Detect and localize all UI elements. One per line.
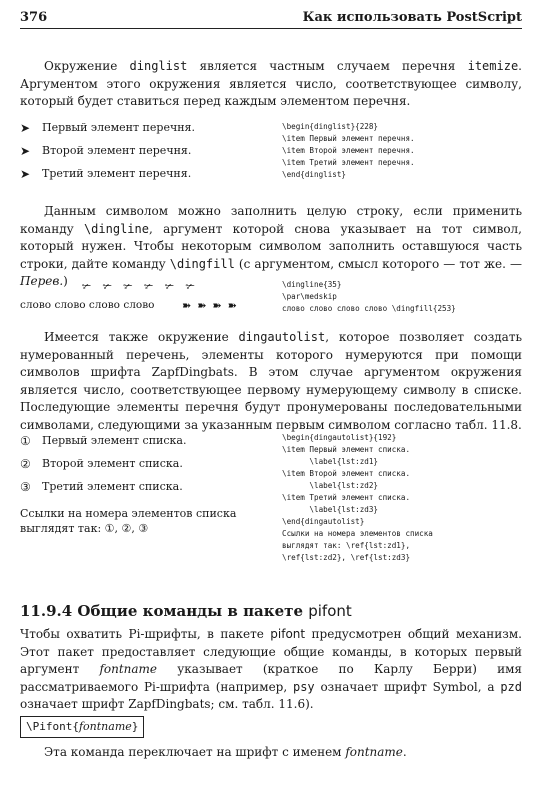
code-block-dinglist: \begin{dinglist}{228} \item Первый элемент перечня. \item Второй элемент перечня. \item Третий элемент перечня. \end{dinglist} <box>282 122 415 179</box>
paragraph-dingautolist: Имеется также окружение dingautolist, которое позволяет создать нумерованный перечень, элементы которого нумеруются при помощи символов шрифта ZapfDingbats. В этом случае аргументом окружения является число, соответствующее первому нумерующему символу в списке. Последующие элементы перечня будут пронумерованы последовательными символами, следующими за указанным первым символом согласно табл. 11.8. <box>20 330 522 432</box>
dingline-scissors: ✃ ✃ ✃ ✃ ✃ ✃ <box>82 280 199 293</box>
section-heading: 11.9.4 Общие команды в пакете pifont <box>20 602 352 620</box>
list-item: ① Первый элемент списка. <box>20 434 187 448</box>
page-header <box>20 8 522 29</box>
paragraph-dingline: Данным символом можно заполнить целую строку, если применить команду \dingline, аргумент которой снова указывает на тот символ, который нужен. Чтобы некоторым символом заполнить оставшуюся часть строки, дайте команду \dingfill (с аргументом, смысл которого — тот же. — Перев.) <box>20 204 522 288</box>
list-item: ③ Третий элемент списка. <box>20 480 183 494</box>
list-item: ➤ Третий элемент перечня. <box>20 167 192 181</box>
arrow-fill-icons: ➽➽➽➽ <box>182 299 243 312</box>
list-item: ② Второй элемент списка. <box>20 457 183 471</box>
paragraph-pifont-desc: Эта команда переключает на шрифт с именем fontname. <box>44 745 407 759</box>
arrowhead-icon: ➤ <box>20 167 31 181</box>
arrowhead-icon: ➤ <box>20 144 31 158</box>
code-dinglist: dinglist <box>129 59 188 73</box>
command-syntax-box: \Pifont{fontname} <box>20 716 144 738</box>
list-item: ➤ Первый элемент перечня. <box>20 121 195 135</box>
code-itemize: itemize <box>467 59 519 73</box>
dingautolist-example <box>20 434 270 536</box>
circled-number-icon: ③ <box>20 480 31 494</box>
dinglist-example <box>20 121 270 190</box>
running-title: Как использовать PostScript <box>302 10 522 25</box>
code-block-dingline: \dingline{35} \par\medskip слово слово слово слово \dingfill{253} <box>282 280 456 313</box>
refs-text: Ссылки на номера элементов списка выглядят так: ①, ②, ③ <box>20 507 237 535</box>
page-number: 376 <box>20 10 48 25</box>
circled-number-icon: ② <box>20 457 31 471</box>
paragraph-dinglist: Окружение dinglist является частным случаем перечня itemize. Аргументом этого окружения является число, соответствующее символу, который будет ставиться перед каждым элементом перечня. <box>20 59 522 108</box>
arrowhead-icon: ➤ <box>20 121 31 135</box>
dingfill-line: слово слово слово слово ➽➽➽➽ <box>20 299 243 312</box>
paragraph-pifont: Чтобы охватить Pi-шрифты, в пакете pifont предусмотрен общий механизм. Этот пакет предоставляет следующие общие команды, в которых первый аргумент fontname указывает (краткое по Карлу Берри) имя рассматриваемого Pi-шрифта (например, psy означает шрифт Symbol, а pzd означает шрифт ZapfDingbats; см. табл. 11.6). <box>20 627 522 711</box>
circled-number-icon: ① <box>20 434 31 448</box>
list-item: ➤ Второй элемент перечня. <box>20 144 192 158</box>
code-block-dingautolist: \begin{dingautolist}{192} \item Первый элемент списка. \label{lst:zd1} \item Второй элемент списка. \label{lst:zd2} \item Третий элемент списка. \label{lst:zd3} \end{dingautolist} Ссылки на номера элементов списка выглядят так: \ref{lst:zd1}, \ref{lst:zd2}, \ref{lst:zd3} <box>282 433 433 562</box>
